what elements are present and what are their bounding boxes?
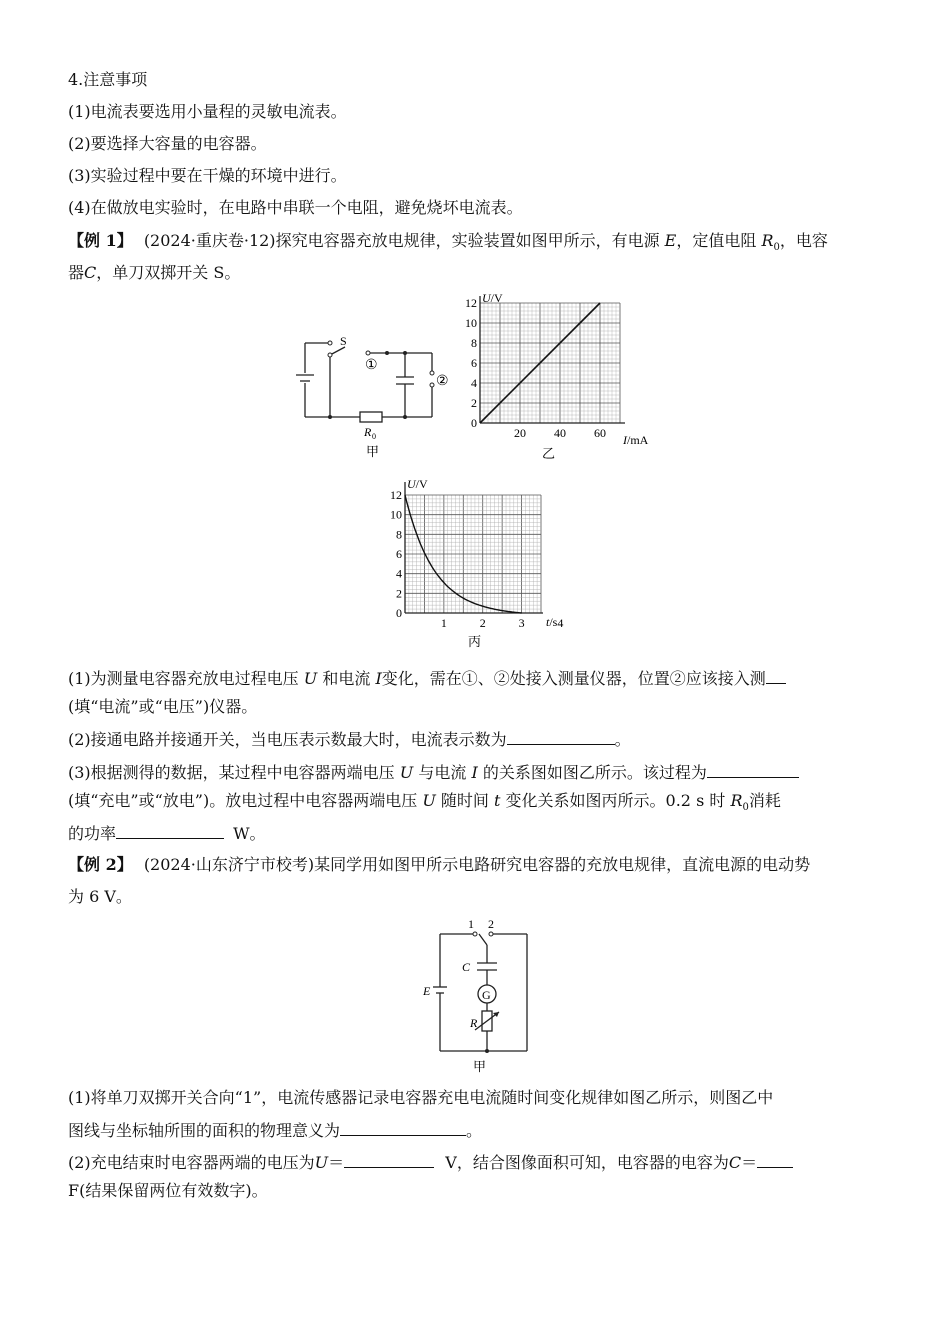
figure-yi-chart [460,288,660,463]
yi-x-tick: 60 [594,426,606,440]
bing-y-tick: 8 [396,527,402,542]
note-item-3: (3)实验过程中要在干燥的环境中进行。 [68,166,347,185]
terminal-1-label: 1 [468,917,474,931]
switch-label: S [340,334,347,348]
ex2-q2-voltage-blank[interactable] [344,1151,434,1168]
ex2-q1-answer-blank[interactable] [340,1119,466,1136]
example2-source: (2024·山东济宁市校考) [143,855,315,874]
bing-y-tick: 10 [390,507,402,522]
example2-q2: (2)充电结束时电容器两端的电压为U＝ V，结合图像面积可知，电容器的电容为C＝ [68,1151,793,1173]
example1-q3: (3)根据测得的数据，某过程中电容器两端电压 U 与电流 I 的关系图如图乙所示。该过程为 [68,761,799,783]
bing-x-axis-label: t/s [546,615,558,629]
q3-power-blank[interactable] [116,822,224,839]
bing-y-tick: 12 [390,488,402,502]
example1-q1: (1)为测量电容器充放电过程电压 U 和电流 I变化，需在①、②处接入测量仪器，位置②应该接入测 [68,667,786,689]
yi-x-tick: 40 [554,426,566,440]
yi-x-axis-label: I/mA [623,433,649,447]
bing-y-tick: 2 [396,586,402,601]
example1-intro: 【例 1】 (2024·重庆卷·12)探究电容器充放电规律，实验装置如图甲所示，有电源 E，定值电阻 $R_0$，电容 [68,231,828,254]
terminal-2-label: 2 [488,917,494,931]
q2-answer-blank[interactable] [507,728,615,745]
bing-y-tick: 0 [396,606,402,620]
position-1-label: ① [365,358,378,373]
yi-x-tick: 20 [514,426,526,440]
yi-y-tick: 2 [471,396,477,410]
resistor-label: R [364,425,372,439]
resistor-sub: 0 [372,432,376,441]
bing-x-tick: 4 [557,616,564,630]
q3-process-blank[interactable] [707,761,799,778]
ex2-q2-capacitance-blank[interactable] [757,1151,793,1168]
example1-intro-line2: 器C，单刀双掷开关 S。 [68,263,241,282]
bing-y-tick: 4 [396,566,402,581]
example1-source: (2024·重庆卷·12) [143,231,276,250]
bing-x-tick: 2 [479,616,486,630]
yi-y-tick: 0 [471,416,477,430]
bing-x-tick: 1 [440,616,447,630]
example2-q1: (1)将单刀双掷开关合向“1”，电流传感器记录电容器充电电流随时间变化规律如图乙所示，则图乙中 [68,1088,774,1107]
example2-q2-line2: F(结果保留两位有效数字)。 [68,1181,268,1200]
note-item-1: (1)电流表要选用小量程的灵敏电流表。 [68,102,347,121]
yi-y-tick: 10 [465,316,477,330]
yi-y-axis-label: U/V [482,291,503,305]
figure-ex2-circuit [415,915,545,1075]
bing-y-axis-label: U/V [407,477,428,491]
example2-tag: 【例 2】 [68,855,133,874]
bing-x-tick: 3 [518,616,525,630]
figure-bing-chart [380,476,580,651]
yi-y-tick: 6 [471,356,477,370]
position-2-label: ② [436,374,449,389]
note-item-4: (4)在做放电实验时，在电路中串联一个电阻，避免烧坏电流表。 [68,198,523,217]
example2-q1-line2: 图线与坐标轴所围的面积的物理意义为 。 [68,1121,483,1140]
capacitor-label: C [462,960,471,974]
q1-answer-blank[interactable] [766,667,786,684]
emf-label: E [423,984,431,998]
figure-yi-label: 乙 [542,446,556,461]
bing-y-tick: 6 [396,547,402,561]
figure-jia-label: 甲 [366,444,380,459]
example1-q3-line2: (填“充电”或“放电”)。放电过程中电容器两端电压 U 随时间 t 变化关系如图丙所示。0.2 s 时 $R_0$消耗 [68,791,781,814]
rheostat-label: R [470,1016,478,1030]
notes-heading: 4.注意事项 [68,70,148,89]
example2-intro-line2: 为 6 V。 [68,887,132,906]
note-item-2: (2)要选择大容量的电容器。 [68,134,267,153]
figure-ex2-label: 甲 [473,1059,487,1074]
yi-y-tick: 8 [471,336,477,350]
example1-q1-line2: (填“电流”或“电压”)仪器。 [68,697,258,716]
figure-jia-circuit [290,325,460,465]
galvanometer-label: G [482,988,491,1002]
example2-intro: 【例 2】 (2024·山东济宁市校考)某同学用如图甲所示电路研究电容器的充放电规律，直流电源的电动势 [68,855,811,874]
figure-bing-label: 丙 [468,634,482,649]
example1-q3-line3: 的功率 W。 [68,824,266,843]
yi-y-tick: 4 [471,376,477,390]
example1-tag: 【例 1】 [68,231,133,250]
yi-y-tick: 12 [465,296,477,310]
example1-q2: (2)接通电路并接通开关，当电压表示数最大时，电流表示数为 。 [68,730,631,749]
